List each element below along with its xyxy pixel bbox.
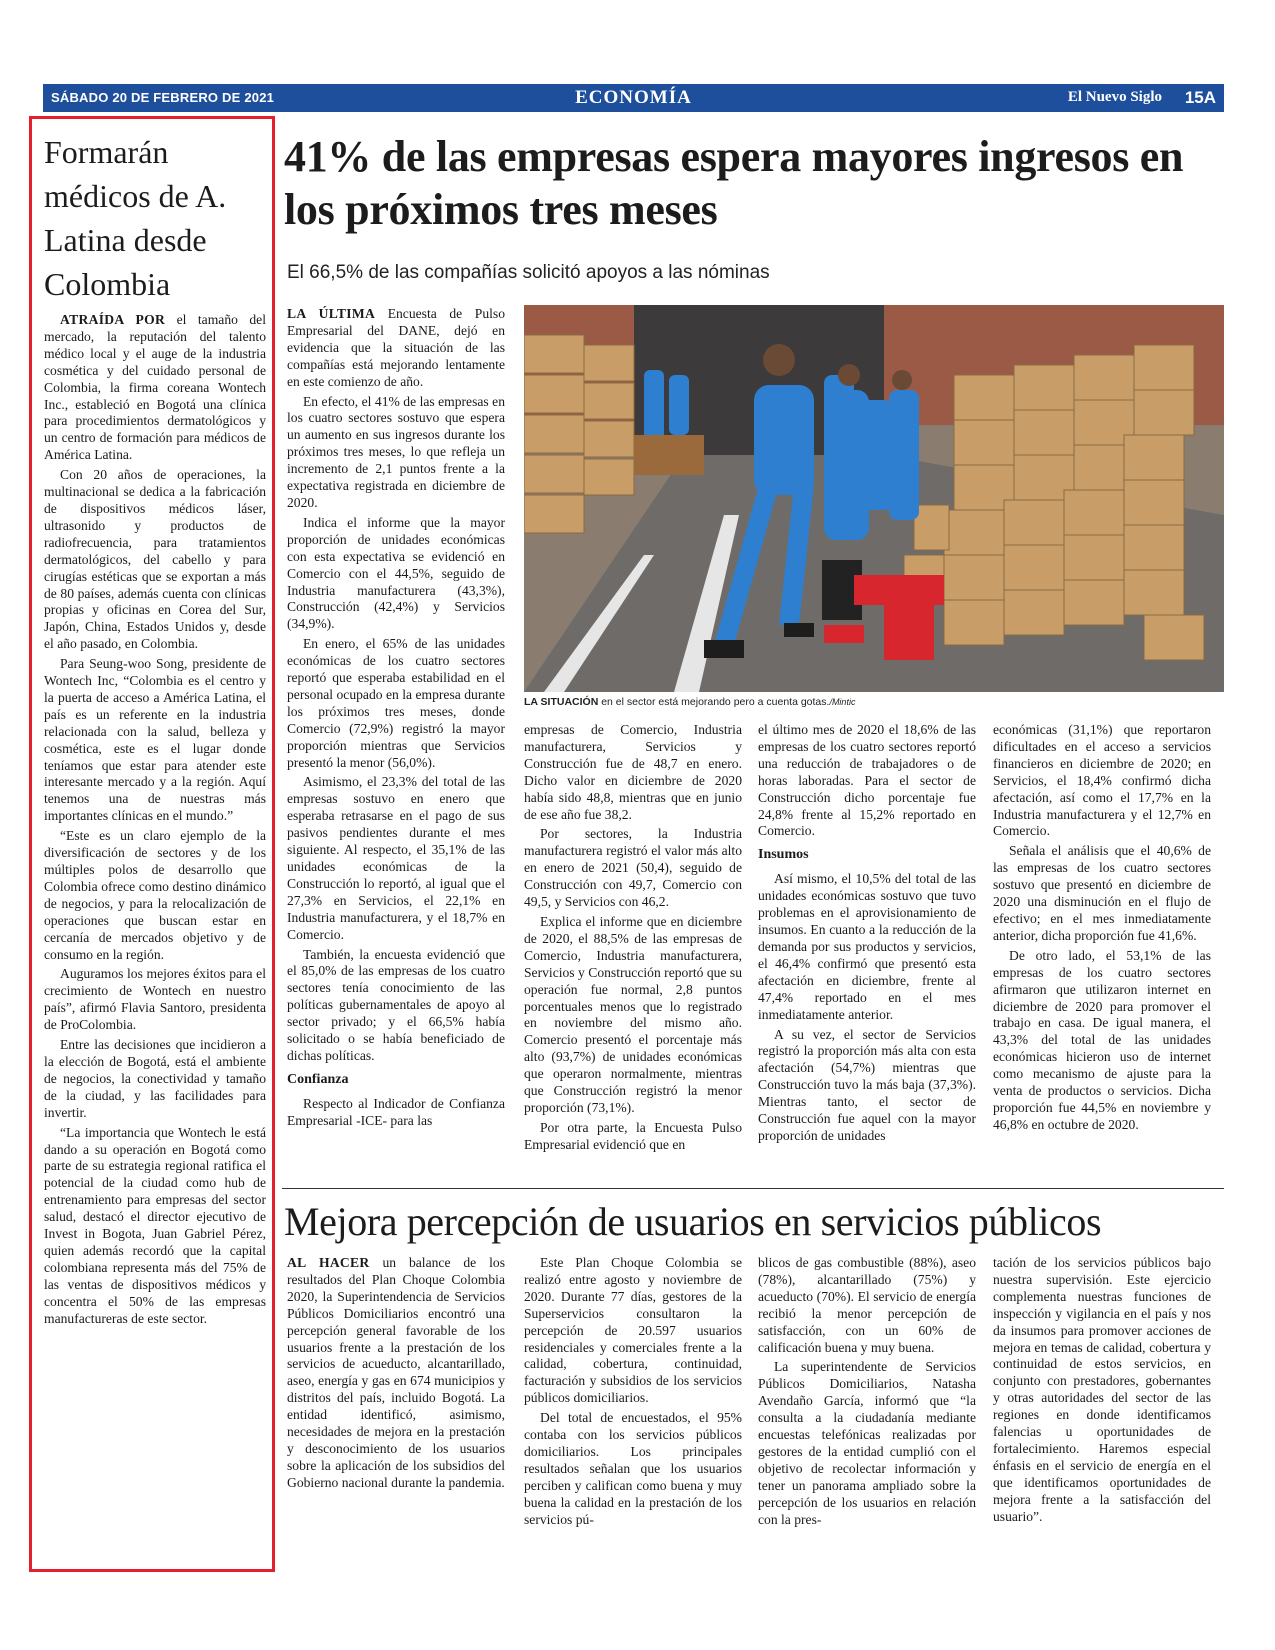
warehouse-photo-illustration [524, 305, 1224, 692]
second-story-paragraph: blicos de gas combustible (88%), aseo (78%), alcantarillado (75%) y acueducto (70%). El servicio de energía recibió la menor percepción de satisfacción, con un 60% de calificación buena y muy buena. [758, 1255, 976, 1355]
side-story-body [44, 312, 266, 1562]
header-date: SÁBADO 20 DE FEBRERO DE 2021 [51, 90, 275, 105]
second-story-paragraph: un balance de los resultados del Plan Choque Colombia 2020, la Superintendencia de Servicios Públicos Domiciliarios encontró una percepción general favorable de los usuarios frente a la prestación de los servicios de acueducto, alcantarillado, aseo, energía y gas en 674 municipios y distritos del país, incluido Bogotá. La entidad identificó, asimismo, necesidades de mejora en la prestación y desconocimiento de los usuarios sobre la aplicación de los subsidios del Gobierno nacional durante la pandemia. [287, 1255, 505, 1490]
header-newspaper-name: El Nuevo Siglo [1067, 89, 1162, 105]
side-story-paragraph: “Este es un claro ejemplo de la diversificación de sectores y de los múltiples polos de desarrollo que Colombia ofrece como destino dinámico de negocios, y para la relocalización de operaciones que buscan estar en cercanía de mercados objetivo y de consumo en la región. [44, 828, 266, 962]
main-story-column-3 [758, 722, 976, 1186]
main-story-paragraph: Señala el análisis que el 40,6% de las empresas de los cuatro sectores sostuvo que presentó en diciembre de 2020 una disminución en el flujo de efectivo; en el mes inmediatamente anterior, dicha proporción fue 41,6%. [993, 843, 1211, 943]
second-story-column-2 [524, 1255, 742, 1595]
main-story-headline: 41% de las empresas espera mayores ingresos en los próximos tres meses [284, 132, 1184, 234]
main-story-paragraph: Por sectores, la Industria manufacturera registró el valor más alto en enero de 2021 (50,4), seguido de Construcción con 49,7, Comercio con 49,5, y Servicios con 46,2. [524, 826, 742, 910]
side-story-paragraph: Con 20 años de operaciones, la multinacional se dedica a la fabricación de dispositivos médicos láser, ultrasonido y productos de radiofrecuencia, para tratamientos dermatológicos, del cabello y para cirugías estéticas que se exportan a más de 80 países, además cuenta con clínicas propias y oficinas en Corea del Sur, Japón, China, Estados Unidos y, desde el año pasado, en Colombia. [44, 467, 266, 652]
photo-caption [524, 696, 1224, 708]
second-story-paragraph: Del total de encuestados, el 95% contaba con los servicios públicos domiciliarios. Los principales resultados señalan que los usuarios perciben y califican como buena y muy buena la calidad en la prestación de los servicios pú- [524, 1410, 742, 1527]
second-story-column-4 [993, 1255, 1211, 1595]
main-story-paragraph: Explica el informe que en diciembre de 2020, el 88,5% de las empresas de Comercio, Industria manufacturera, Servicios y Construcción reportó que su operación fue normal, 2,8 puntos porcentuales menos que lo registrado en noviembre del mismo año. Comercio presentó el porcentaje más alto (93,7%) de unidades económicas que operaron normalmente, mientras que Construcción registró la menor proporción (73,1%). [524, 913, 742, 1115]
page-header-bar [43, 84, 1224, 112]
side-story-paragraph: Entre las decisiones que incidieron a la elección de Bogotá, está el ambiente de negocios, la conectividad y tamaño de la ciudad, y las facilidades para invertir. [44, 1037, 266, 1120]
main-story-subtitle: El 66,5% de las compañías solicitó apoyos a las nóminas [287, 262, 770, 283]
main-story-paragraph: De otro lado, el 53,1% de las empresas de los cuatro sectores afirmaron que utilizaron internet en diciembre de 2020 para promover el trabajo en casa. De igual manera, el 43,3% del total de las unidades económicas hicieron uso de internet como mecanismo de ajuste para la venta de productos o servicios. Dicha proporción fue 44,5% en noviembre y 46,8% en octubre de 2020. [993, 947, 1211, 1132]
main-story-paragraph: Por otra parte, la Encuesta Pulso Empresarial evidenció que en [524, 1119, 742, 1152]
main-story-subhead-confianza: Confianza [287, 1071, 349, 1087]
main-story-paragraph: Encuesta de Pulso Empresarial del DANE, dejó en evidencia que la situación de las compañías está mejorando lentamente en este comienzo de año. [287, 306, 505, 389]
main-story-paragraph: En efecto, el 41% de las empresas en los cuatro sectores sostuvo que espera un aumento en sus ingresos durante los próximos tres meses, lo que refleja un incremento de 2,1 puntos frente a la expectativa registrada en diciembre de 2020. [287, 393, 505, 510]
side-story-title: Formarán médicos de A. Latina desde Colombia [44, 134, 227, 302]
main-story-paragraph: el último mes de 2020 el 18,6% de las empresas de los cuatro sectores reportó una reducción de trabajadores o de horas laboradas. Para el sector de Construcción dicho porcentaje fue 24,8% frente al 15,2% reportado en Comercio. [758, 722, 976, 839]
main-story-paragraph: A su vez, el sector de Servicios registró la proporción más alta con esta afectación (54,7%) mientras que Construcción tuvo la más baja (37,3%). Mientras tanto, el sector de Construcción fue aquel con la mayor proporción de unidades [758, 1026, 976, 1143]
main-story-paragraph: En enero, el 65% de las unidades económicas de los cuatro sectores reportó que esperaba estabilidad en el personal ocupado en la empresa durante los próximos tres meses, donde Comercio (72,9%) registró la mayor proporción mientras que Servicios presentó la menor (56,0%). [287, 636, 505, 770]
second-story-paragraph: La superintendente de Servicios Públicos Domiciliarios, Natasha Avendaño García, informó que “la consulta a la ciudadanía mediante encuestas telefónicas realizadas por gestores de la entidad cumplió con el objetivo de recolectar información y tener un panorama ampliado sobre la percepción de los usuarios en relación con la pres- [758, 1359, 976, 1527]
second-story-paragraph: tación de los servicios públicos bajo nuestra supervisión. Este ejercicio complementa nuestras funciones de inspección y vigilancia en el país y nos da insumos para promover acciones de mejora en temas de calidad, cobertura y continuidad de estos servicios, en conjunto con prestadores, gobernantes y otras autoridades del sector de las regiones en donde identificamos falencias u oportunidades de fortalecimiento. Haremos especial énfasis en el servicio de energía en el que identificamos oportunidades de mejora frente a la satisfacción del usuario”. [993, 1255, 1211, 1524]
main-story-paragraph: Así mismo, el 10,5% del total de las unidades económicas sostuvo que tuvo problemas en el aprovisionamiento de insumos. En cuanto a la reducción de la demanda por sus productos y servicios, el 46,4% confirmó que presentó esta afectación en diciembre, frente al 47,4% reportado en el mes inmediatamente anterior. [758, 871, 976, 1022]
header-section: ECONOMÍA [575, 87, 692, 108]
main-story-paragraph: Asimismo, el 23,3% del total de las empresas sostuvo en enero que esperaba retrasarse en el pago de sus pasivos pendientes durante el mes siguiente. Al respecto, el 35,1% de las unidades económicas de la Construcción lo reportó, al igual que el 27,3% en Servicios, el 22,1% en Industria manufacturera, y el 18,7% en Comercio. [287, 774, 505, 942]
second-story-lead: AL HACER [287, 1255, 370, 1270]
photo-caption-text: en el sector está mejorando pero a cuenta gotas. [601, 696, 830, 708]
second-story-headline: Mejora percepción de usuarios en servicios públicos [284, 1199, 1102, 1244]
second-story-paragraph: Este Plan Choque Colombia se realizó entre agosto y noviembre de 2020. Durante 77 días, gestores de la Superservicios consultaron la percepción de 20.597 usuarios residenciales y comerciales frente a la calidad, cobertura, continuidad, facturación y subsidios de los servicios públicos domiciliarios. [524, 1255, 742, 1406]
second-story-column-1 [287, 1255, 505, 1595]
main-story-paragraph: Respecto al Indicador de Confianza Empresarial -ICE- para las [287, 1095, 505, 1128]
second-story-column-3 [758, 1255, 976, 1595]
side-story-paragraph: “La importancia que Wontech le está dando a su operación en Bogotá como parte de su estrategia regional ratifica el potencial de la ciudad como hub de entrenamiento para empresas del sector salud, destacó el director ejecutivo de Invest in Bogota, Juan Gabriel Pérez, quien además recordó que la capital colombiana representa más del 75% de las ventas de dispositivos médicos y concentra el 50% de las empresas manufactureras de este sector. [44, 1124, 266, 1326]
main-story-subhead-insumos: Insumos [758, 847, 809, 863]
photo-caption-lead: LA SITUACIÓN [524, 696, 599, 708]
side-story-paragraph: Para Seung-woo Song, presidente de Wontech Inc, “Colombia es el centro y la puerta de acceso a América Latina, el país es un referente en la industria relacionada con la salud, belleza y cosmética, este es el lugar donde teníamos que estar para atender este interesante mercado y a la región. Aquí tenemos una de nuestras más importantes clínicas en el mundo.” [44, 656, 266, 824]
side-story-paragraph: Auguramos los mejores éxitos para el crecimiento de Wontech en nuestro país”, afirmó Flavia Santoro, presidenta de ProColombia. [44, 966, 266, 1033]
main-story-paragraph: económicas (31,1%) que reportaron dificultades en el acceso a servicios financieros en diciembre de 2020; en Servicios, el 18,4% confirmó dicha afectación, así como el 17,7% en la Industria manufacturera y el 12,7% en Comercio. [993, 722, 1211, 839]
side-story-lead: ATRAÍDA POR [60, 312, 166, 327]
warehouse-photo [524, 305, 1224, 692]
main-story-paragraph: Indica el informe que la mayor proporción de unidades económicas con esta expectativa se evidenció en Comercio con el 44,5%, seguido de Industria manufacturera (43,3%), Construcción (42,4%) y Servicios (34,9%). [287, 514, 505, 632]
main-story-column-4 [993, 722, 1211, 1186]
main-story-paragraph: empresas de Comercio, Industria manufacturera, Servicios y Construcción fue de 48,7 en enero. Dicho valor en diciembre de 2020 había sido 48,8, mientras que en junio de ese año fue 38,2. [524, 722, 742, 822]
header-page-number: 15A [1184, 88, 1216, 107]
main-story-column-1 [287, 306, 505, 1188]
side-story-paragraph: el tamaño del mercado, la reputación del talento médico local y el auge de la industria cosmética y del cuidado personal de Colombia, la firma coreana Wontech Inc., estableció en Bogotá una clínica para procedimientos dermatológicos y un centro de formación para médicos de América Latina. [44, 312, 266, 463]
photo-credit: /Mintic [829, 697, 856, 707]
main-story-lead: LA ÚLTIMA [287, 306, 376, 321]
main-story-paragraph: También, la encuesta evidenció que el 85,0% de las empresas de los cuatro sectores tenía conocimiento de las políticas gubernamentales de apoyo al sector privado; y el 66,5% había solicitado o se había beneficiado de dichas políticas. [287, 946, 505, 1063]
main-story-column-2 [524, 722, 742, 1186]
section-divider [282, 1188, 1224, 1189]
